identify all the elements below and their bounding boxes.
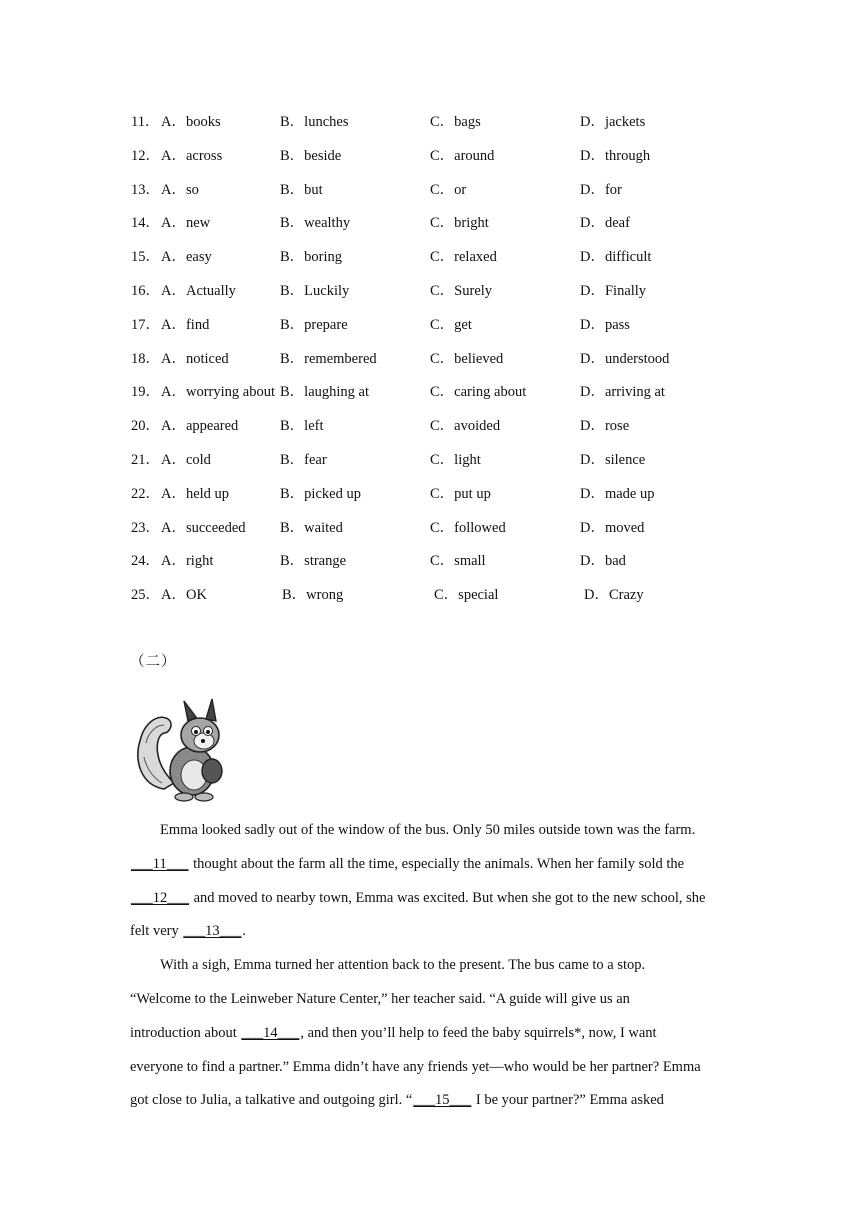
question-number: 13． [131,181,160,198]
passage-text: , and then you’ll help to feed the baby squirrels*, now, I want [300,1024,657,1041]
option-a: A．Actually [161,282,236,299]
question-number: 23． [131,519,160,536]
option-d: D．for [580,181,622,198]
passage-text: everyone to find a partner.” Emma didn’t have any friends yet—who would be her partner? Emma [130,1058,701,1075]
question-number: 12． [131,147,160,164]
option-a: A．so [161,181,199,198]
question-row [131,551,771,585]
passage-text: I be your partner?” Emma asked [472,1092,664,1109]
option-b: B．strange [280,553,347,570]
option-b: B．wealthy [280,215,351,232]
question-row [131,112,771,146]
passage-text: got close to Julia, a talkative and outgoing girl. “ [130,1092,413,1109]
option-d: D．through [580,147,651,164]
passage-line [130,989,736,1023]
option-c: C．get [430,316,472,333]
option-a: A．held up [161,485,230,502]
blank-15: ___15___ [413,1092,472,1109]
question-number: 17． [131,316,160,333]
option-c: C．around [430,147,495,164]
option-b: B．prepare [280,316,348,333]
option-a: A．find [161,316,210,333]
question-number: 24． [131,553,160,570]
option-d: D．bad [580,553,626,570]
option-d: D．difficult [580,249,652,266]
passage-text: . [242,923,246,940]
option-c: C．bright [430,215,489,232]
option-b: B．but [280,181,323,198]
question-row [131,518,771,552]
option-c: C．Surely [430,282,493,299]
question-row [131,315,771,349]
question-row [131,416,771,450]
option-a: A．across [161,147,223,164]
question-number: 16． [131,282,160,299]
option-b: B．remembered [280,350,377,367]
passage-text: Emma looked sadly out of the window of the bus. Only 50 miles outside town was the farm. [160,822,696,838]
question-row [131,382,771,416]
options-list [131,112,771,619]
section-label: （二） [130,654,177,670]
option-b: B．beside [280,147,342,164]
question-row [131,281,771,315]
squirrel-illustration [134,697,230,805]
option-c: C．or [430,181,467,198]
passage-text: introduction about [130,1024,241,1041]
passage-line [130,955,736,989]
passage-line [130,888,736,922]
option-c: C．relaxed [430,249,497,266]
option-c: C．caring about [430,384,527,401]
option-c: C．avoided [430,418,501,435]
question-row [131,349,771,383]
question-number: 19． [131,384,160,401]
option-d: D．jackets [580,114,646,130]
option-c: C．small [430,553,486,570]
option-c: C．followed [430,519,506,536]
option-b: B．wrong [282,587,344,604]
blank-13: ___13___ [183,923,242,940]
passage-text: felt very [130,923,183,940]
option-b: B．left [280,418,324,435]
option-c: C．light [430,451,481,468]
question-number: 11． [131,114,160,130]
option-d: D．understood [580,350,670,367]
passage-text: “Welcome to the Leinweber Nature Center,” her teacher said. “A guide will give us an [130,990,630,1007]
question-row [131,247,771,281]
option-a: A．books [161,114,221,130]
question-number: 22． [131,485,160,502]
passage-line [130,1090,736,1124]
passage-line [130,1023,736,1057]
option-a: A．right [161,553,214,570]
passage-line [130,820,736,854]
reading-passage [130,820,736,1124]
option-a: A．new [161,215,211,232]
question-number: 15． [131,249,160,266]
option-c: C．put up [430,485,491,502]
option-d: D．pass [580,316,630,333]
question-number: 14． [131,215,160,232]
option-a: A．noticed [161,350,229,367]
passage-text: thought about the farm all the time, especially the animals. When her family sold the [189,855,685,872]
option-b: B．picked up [280,485,361,502]
blank-14: ___14___ [241,1024,300,1041]
passage-line [130,1057,736,1091]
option-c: C．bags [430,114,481,130]
option-c: C．special [434,587,499,604]
option-a: A．OK [161,587,207,604]
question-row [131,180,771,214]
option-a: A．worrying about [161,384,275,401]
blank-11: ___11___ [131,855,189,872]
question-row [131,450,771,484]
option-b: B．lunches [280,114,349,130]
option-d: D．arriving at [580,384,665,401]
option-d: D．made up [580,485,655,502]
option-b: B．fear [280,451,327,468]
option-b: B．Luckily [280,282,350,299]
option-d: D．Finally [580,282,647,299]
option-a: A．easy [161,249,212,266]
option-b: B．laughing at [280,384,370,401]
question-number: 18． [131,350,160,367]
question-row [131,213,771,247]
passage-text: With a sigh, Emma turned her attention back to the present. The bus came to a stop. [160,957,646,974]
option-d: D．deaf [580,215,630,232]
option-a: A．cold [161,451,211,468]
option-a: A．appeared [161,418,239,435]
question-number: 25． [131,587,160,604]
option-c: C．believed [430,350,504,367]
option-d: D．rose [580,418,630,435]
passage-line [130,921,736,955]
question-number: 20． [131,418,160,435]
option-d: D．Crazy [584,587,644,604]
passage-line [130,854,736,888]
question-row [131,585,771,619]
option-a: A．succeeded [161,519,246,536]
option-b: B．boring [280,249,343,266]
blank-12: ___12___ [131,889,189,906]
question-row [131,146,771,180]
option-b: B．waited [280,519,343,536]
option-d: D．moved [580,519,645,536]
option-d: D．silence [580,451,646,468]
question-row [131,484,771,518]
question-number: 21． [131,451,160,468]
passage-text: and moved to nearby town, Emma was excited. But when she got to the new school, she [190,889,706,906]
